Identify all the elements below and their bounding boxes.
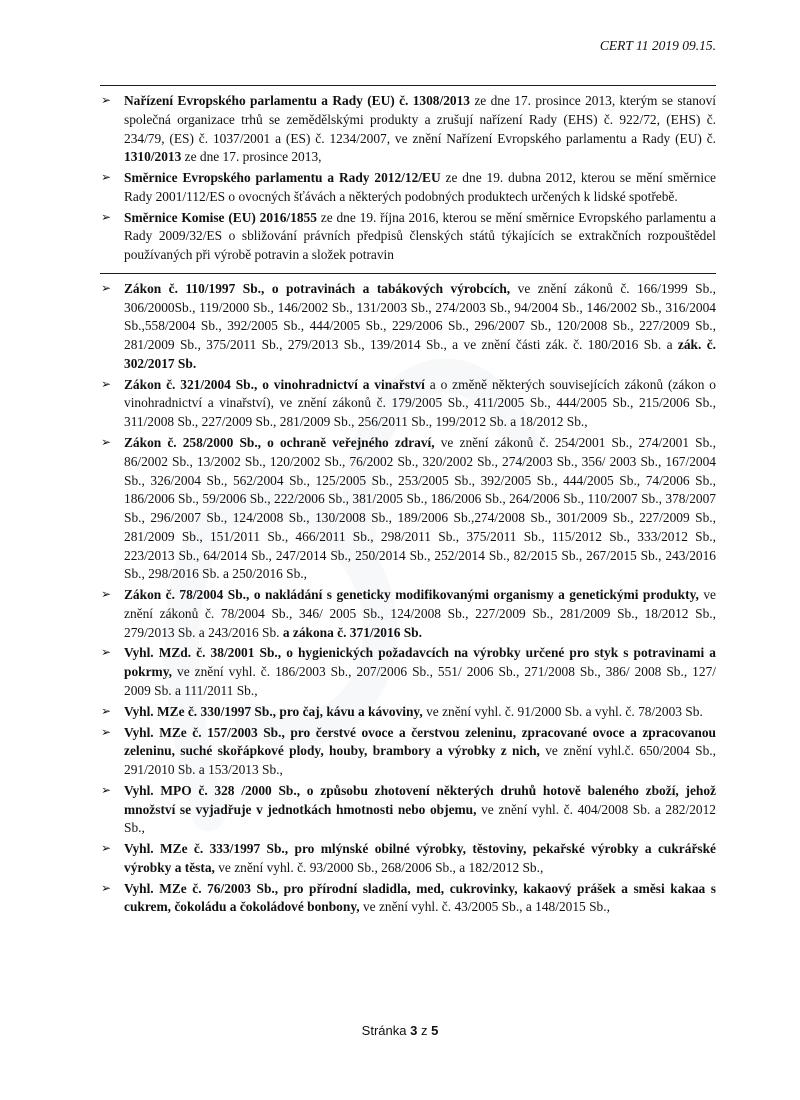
arrow-bullet-icon: ➢ [101, 782, 112, 797]
regulation-amendments: ve znění vyhl. č. 186/2003 Sb., 207/2006 Sb., 551/ 2006 Sb., 271/2008 Sb., 386/ 2008 Sb., 127/ 2009 Sb. a 111/2011 Sb., [124, 664, 716, 698]
regulation-amendments: a o změně některých souvisejících zákonů (zákon o vinohradnictví a vinařství), ve znění zákonů č. 179/2005 Sb., 411/2005 Sb., 444/2005 Sb., 215/2006 Sb., 311/2008 Sb., 227/2009 Sb., 281/2009 Sb., 256/2011 Sb., 199/2012 Sb. a 18/2012 Sb., [124, 376, 716, 430]
regulation-title: Zákon č. 78/2004 Sb., o nakládání s geneticky modifikovanými organismy a genetickými produkty, [124, 587, 699, 603]
regulation-title: Vyhl. MZd. č. 38/2001 Sb., o hygienických požadavcích na výrobky určené pro styk s potravinami a pokrmy, [124, 645, 716, 680]
arrow-bullet-icon: ➢ [101, 435, 112, 450]
regulation-title: Vyhl. MZe č. 330/1997 Sb., pro čaj, kávu a kávoviny, [124, 703, 423, 719]
list-item [100, 376, 716, 432]
regulation-amendments: ze dne 17. prosince 2013, kterým se stanoví společná organizace trhů se zemědělskými produkty a zrušují nařízení Rady (EHS) č. 922/72, (EHS) č. 234/79, (ES) č. 1037/2001 a (ES) č. 1234/2007, ve znění Nařízení Evropského parlamentu a Rady (EU) č. [124, 93, 717, 146]
arrow-bullet-icon: ➢ [101, 724, 112, 739]
section-divider-rule [100, 273, 716, 274]
regulation-title: Zákon č. 321/2004 Sb., o vinohradnictví a vinařství [124, 376, 425, 392]
footer-page-label: Stránka [361, 1023, 407, 1038]
list-item [100, 586, 716, 642]
regulation-title: zák. č. 302/2017 Sb. [124, 337, 716, 371]
regulation-amendments: ve znění vyhl. č. 404/2008 Sb. a 282/2012 Sb., [124, 801, 716, 836]
list-item [100, 434, 716, 584]
regulation-amendments: ve znění zákonů č. 166/1999 Sb., 306/2000Sb., 119/2000 Sb., 146/2002 Sb., 131/2003 Sb., 274/2003 Sb., 94/2004 Sb., 146/2002 Sb., 316/2004 Sb.,558/2004 Sb., 392/2005 Sb., 444/2005 Sb., 229/2006 Sb., 296/2007 Sb., 120/2008 Sb., 227/2009 Sb., 281/2009 Sb., 375/2011 Sb., 279/2013 Sb., 139/2014 Sb., a ve znění části zák. č. 180/2016 Sb. a [124, 280, 716, 353]
arrow-bullet-icon: ➢ [101, 170, 112, 185]
document-body [100, 92, 716, 919]
header-rule [100, 85, 716, 86]
regulation-amendments: ve znění vyhl. č. 43/2005 Sb., a 148/2015 Sb., [359, 899, 610, 915]
regulation-amendments: ze dne 19. října 2016, kterou se mění směrnice Evropského parlamentu a Rady 2009/32/ES o sbližování právních předpisů členských států týkajících se extrakčních rozpouštědel používaných při výrobě potravin a složek potravin [124, 209, 716, 263]
list-item [100, 724, 716, 780]
footer-page-number: 3 [410, 1023, 418, 1038]
arrow-bullet-icon: ➢ [101, 880, 112, 895]
regulation-title: Směrnice Komise (EU) 2016/1855 [124, 209, 317, 225]
regulation-title: Nařízení Evropského parlamentu a Rady (EU) č. 1308/2013 [124, 93, 470, 108]
regulation-title: Zákon č. 110/1997 Sb., o potravinách a tabákových výrobcích, [124, 280, 511, 296]
list-item [100, 782, 716, 838]
arrow-bullet-icon: ➢ [101, 209, 112, 224]
list-item [100, 209, 716, 265]
header-doc-code: CERT 11 2019 09.15. [599, 38, 716, 53]
footer-page-total: 5 [431, 1023, 439, 1038]
list-item [100, 280, 716, 374]
arrow-bullet-icon: ➢ [101, 703, 112, 718]
regulation-title: Vyhl. MPO č. 328 /2000 Sb., o způsobu zhotovení některých druhů hotově baleného zboží, jehož množství se vyjadřuje v jednotkách hmotnosti nebo objemu, [124, 782, 716, 817]
regulation-amendments: ve znění zákonů č. 78/2004 Sb., 346/ 2005 Sb., 124/2008 Sb., 227/2009 Sb., 281/2009 Sb., 18/2012 Sb., 279/2013 Sb. a 243/2016 Sb. [124, 587, 716, 640]
regulation-amendments: ze dne 19. dubna 2012, kterou se mění směrnice Rady 2001/112/ES o ovocných šťávách a některých podobných produktech určených k lidské spotřebě. [124, 170, 716, 204]
regulation-title: a zákona č. 371/2016 Sb. [282, 624, 422, 640]
arrow-bullet-icon: ➢ [101, 587, 112, 602]
list-item [100, 169, 716, 207]
arrow-bullet-icon: ➢ [101, 645, 112, 660]
regulation-title: Vyhl. MZe č. 76/2003 Sb., pro přírodní sladidla, med, cukrovinky, kakaový prášek a směsi kakaa s cukrem, čokoládu a čokoládové bonbony, [124, 880, 716, 915]
regulation-amendments: ve znění vyhl. č. 93/2000 Sb., 268/2006 Sb., a 182/2012 Sb., [214, 859, 544, 875]
regulation-title: Směrnice Evropského parlamentu a Rady 2012/12/EU [124, 170, 441, 186]
regulation-amendments: ve znění vyhl. č. 91/2000 Sb. a vyhl. č. 78/2003 Sb. [422, 703, 703, 719]
regulation-amendments: ve znění zákonů č. 254/2001 Sb., 274/2001 Sb., 86/2002 Sb., 13/2002 Sb., 120/2002 Sb., 76/2002 Sb., 320/2002 Sb., 274/2003 Sb., 356/ 2003 Sb., 167/2004 Sb., 326/2004 Sb., 562/2004 Sb., 125/2005 Sb., 253/2005 Sb., 392/2005 Sb., 444/2005 Sb., 74/2006 Sb., 186/2006 Sb., 59/2006 Sb., 222/2006 Sb., 381/2005 Sb., 186/2006 Sb., 264/2006 Sb., 110/2007 Sb., 378/2007 Sb., 296/2007 Sb., 124/2008 Sb., 130/2008 Sb., 189/2006 Sb.,274/2008 Sb., 301/2009 Sb., 227/2009 Sb., 281/2009 Sb., 151/2011 Sb., 466/2011 Sb., 298/2011 Sb., 375/2011 Sb., 115/2012 Sb., 333/2012 Sb., 223/2013 Sb., 64/2014 Sb., 247/2014 Sb., 250/2014 Sb., 252/2014 Sb., 82/2015 Sb., 267/2015 Sb., 243/2016 Sb., 298/2016 Sb. a 250/2016 Sb., [124, 435, 716, 582]
arrow-bullet-icon: ➢ [101, 841, 112, 856]
footer-of-label: z [420, 1023, 428, 1038]
list-item [100, 840, 716, 878]
eu-regulations-list [100, 92, 716, 265]
arrow-bullet-icon: ➢ [101, 376, 112, 391]
regulation-amendments: ve znění vyhl.č. 650/2004 Sb., 291/2010 Sb. a 153/2013 Sb., [124, 743, 717, 778]
list-item [100, 703, 716, 722]
national-regulations-list [100, 280, 716, 917]
regulation-title: Zákon č. 258/2000 Sb., o ochraně veřejného zdraví, [124, 435, 435, 451]
regulation-title: 1310/2013 [124, 149, 182, 165]
list-item [100, 92, 716, 167]
list-item [100, 644, 716, 700]
regulation-amendments: ze dne 17. prosince 2013, [181, 149, 322, 165]
regulation-title: Vyhl. MZe č. 333/1997 Sb., pro mlýnské obilné výrobky, těstoviny, pekařské výrobky a cukrářské výrobky a těsta, [124, 841, 716, 875]
list-item [100, 880, 716, 918]
arrow-bullet-icon: ➢ [101, 280, 112, 295]
arrow-bullet-icon: ➢ [101, 93, 112, 107]
page-footer [0, 1023, 800, 1038]
regulation-title: Vyhl. MZe č. 157/2003 Sb., pro čerstvé ovoce a čerstvou zeleninu, zpracované ovoce a zpracovanou zeleninu, suché skořápkové plody, houby, brambory a výrobky z nich, [124, 724, 716, 759]
